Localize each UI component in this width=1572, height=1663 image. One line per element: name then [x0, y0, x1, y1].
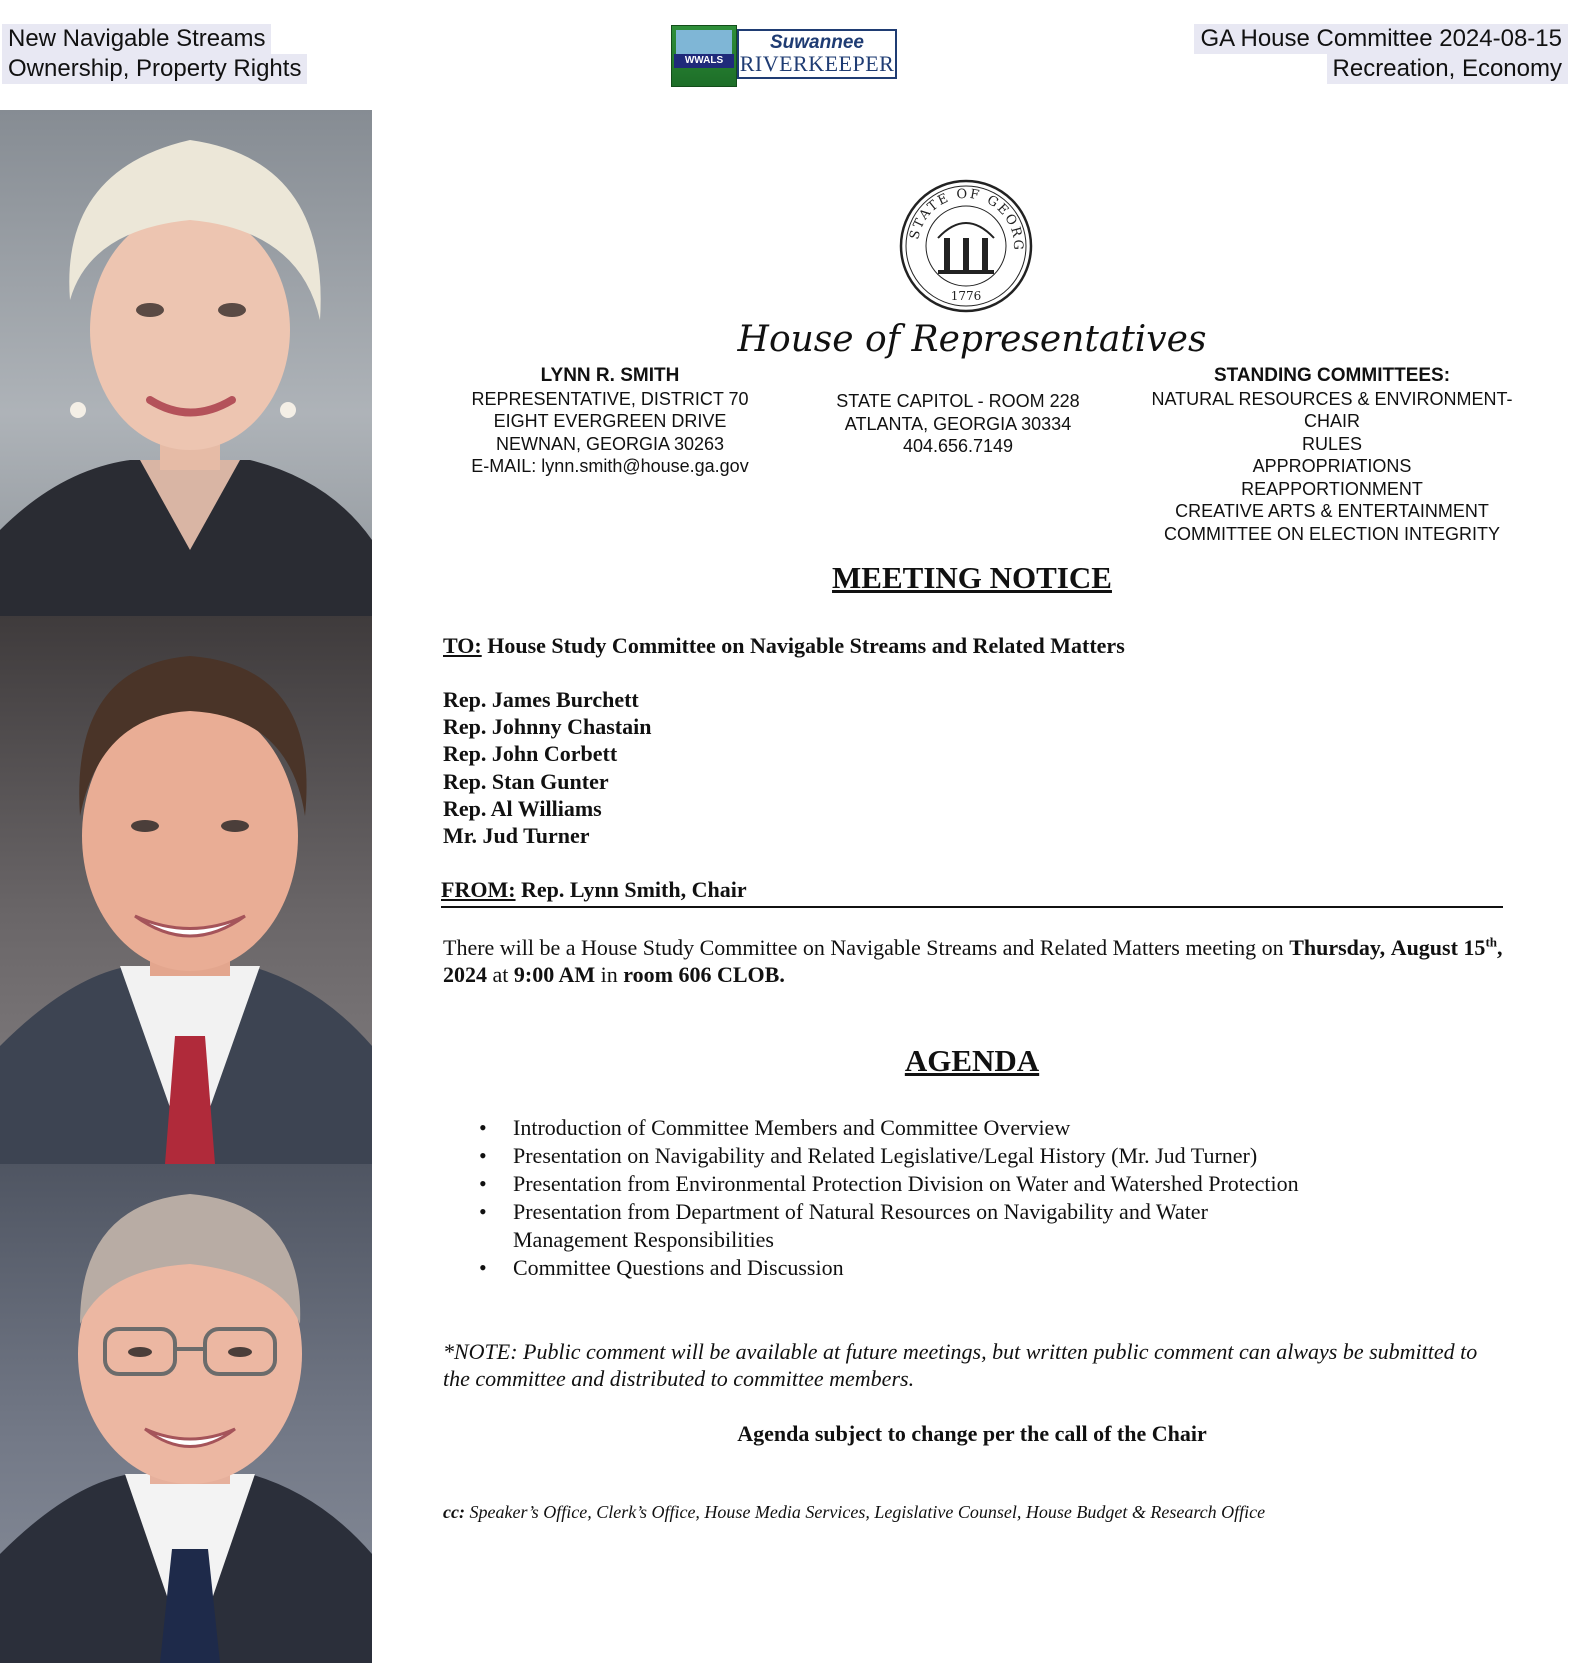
meeting-notice-title: MEETING NOTICE	[832, 560, 1112, 595]
recipient-item: Rep. Johnny Chastain	[443, 714, 652, 740]
wwals-badge	[671, 25, 737, 87]
recipient-list	[443, 686, 651, 849]
representative-email[interactable]: E-MAIL: lynn.smith@house.ga.gov	[471, 456, 749, 476]
header-topic-label	[2, 24, 307, 84]
meeting-room: room 606 CLOB.	[623, 962, 785, 987]
meeting-details: There will be a House Study Committee on Navigable Streams and Related Matters meeting on Thursday, August 15th, 2024 at 9:00 AM in room 606 CLOB.	[443, 934, 1503, 987]
agenda-item: • Presentation on Navigability and Related Legislative/Legal History (Mr. Jud Turner)	[479, 1142, 1459, 1170]
riverkeeper-wordmark	[737, 29, 897, 79]
to-value: House Study Committee on Navigable Streams and Related Matters	[481, 633, 1125, 658]
to-label: TO:	[443, 633, 482, 658]
representative-city: NEWNAN, GEORGIA 30263	[495, 433, 725, 454]
seal-ring-text: STATE OF GEORG	[907, 186, 1026, 252]
cc-line	[443, 1500, 1543, 1524]
recipient-item: Mr. Jud Turner	[443, 823, 590, 849]
topic-line-1: New Navigable Streams	[2, 24, 271, 54]
wwals-riverkeeper-logo[interactable]	[671, 25, 899, 85]
from-value: Rep. Lynn Smith, Chair	[515, 877, 747, 902]
meeting-intro: There will be a House Study Committee on Navigable Streams and Related Matters meeting on	[443, 935, 1290, 960]
cc-value: Speaker’s Office, Clerk’s Office, House Media Services, Legislative Counsel, House Budget & Research Office	[464, 1502, 1266, 1522]
letterhead-committees	[1130, 365, 1534, 545]
recipient-item: Rep. Al Williams	[443, 795, 602, 821]
header-event-label	[1194, 24, 1568, 84]
committees-heading: STANDING COMMITTEES:	[1213, 365, 1451, 386]
topic-line-2: Ownership, Property Rights	[2, 54, 307, 84]
to-line	[443, 631, 1125, 661]
seal-year: 1776	[950, 289, 982, 303]
meeting-day: Thursday,	[1289, 935, 1386, 960]
agenda-item: • Presentation from Department of Natural Resources on Navigability and Water Management Responsibilities	[479, 1198, 1459, 1254]
committee-item: CREATIVE ARTS & ENTERTAINMENT	[1175, 501, 1489, 521]
representative-district: REPRESENTATIVE, DISTRICT 70	[471, 388, 749, 409]
recipient-item: Rep. Stan Gunter	[443, 768, 609, 794]
letterhead-title: House of Representatives	[737, 319, 1207, 360]
logo-line-1: Suwannee	[770, 32, 864, 53]
recipient-item: Rep. John Corbett	[443, 741, 618, 767]
wwals-badge-text: WWALS	[674, 54, 734, 68]
cc-label: cc:	[443, 1502, 465, 1522]
event-line-1: GA House Committee 2024-08-15	[1194, 24, 1568, 54]
public-comment-note: *NOTE: Public comment will be available at future meetings, but written public comment can always be submitted to the committee and distributed to committee members.	[443, 1339, 1478, 1391]
letterhead-representative-info	[450, 365, 770, 478]
agenda-title: AGENDA	[904, 1043, 1040, 1078]
from-label: FROM:	[441, 877, 516, 902]
event-line-2: Recreation, Economy	[1327, 54, 1568, 84]
agenda-item: • Introduction of Committee Members and Committee Overview	[479, 1114, 1459, 1142]
committee-item: APPROPRIATIONS	[1252, 456, 1412, 476]
capitol-city: ATLANTA, GEORGIA 30334	[844, 413, 1072, 434]
committee-item: NATURAL RESOURCES & ENVIRONMENT- CHAIR	[1151, 388, 1513, 431]
logo-line-2: RIVERKEEPER	[739, 51, 895, 76]
capitol-phone: 404.656.7149	[902, 436, 1014, 456]
from-line	[441, 875, 1503, 908]
agenda-item: • Presentation from Environmental Protection Division on Water and Watershed Protection	[479, 1170, 1459, 1198]
committee-item: COMMITTEE ON ELECTION INTEGRITY	[1163, 523, 1500, 544]
agenda-subject-notice: Agenda subject to change per the call of the Chair	[737, 1421, 1207, 1446]
meeting-date: August 15th, 2024	[443, 934, 1503, 987]
capitol-room: STATE CAPITOL - ROOM 228	[836, 391, 1080, 411]
committee-item: RULES	[1301, 433, 1363, 454]
portrait-photo-2	[0, 616, 372, 1164]
portrait-photo-3	[0, 1164, 372, 1663]
representative-name: LYNN R. SMITH	[540, 365, 680, 386]
representative-street: EIGHT EVERGREEN DRIVE	[493, 411, 727, 431]
georgia-state-seal-icon	[898, 178, 1034, 314]
committee-item: REAPPORTIONMENT	[1241, 478, 1423, 499]
agenda-list	[479, 1114, 1459, 1282]
agenda-item: • Committee Questions and Discussion	[479, 1254, 1459, 1282]
portrait-photo-lynn-smith	[0, 110, 372, 616]
letterhead-capitol-info	[800, 390, 1116, 458]
recipient-item: Rep. James Burchett	[443, 687, 639, 712]
meeting-time: 9:00 AM	[513, 962, 596, 987]
